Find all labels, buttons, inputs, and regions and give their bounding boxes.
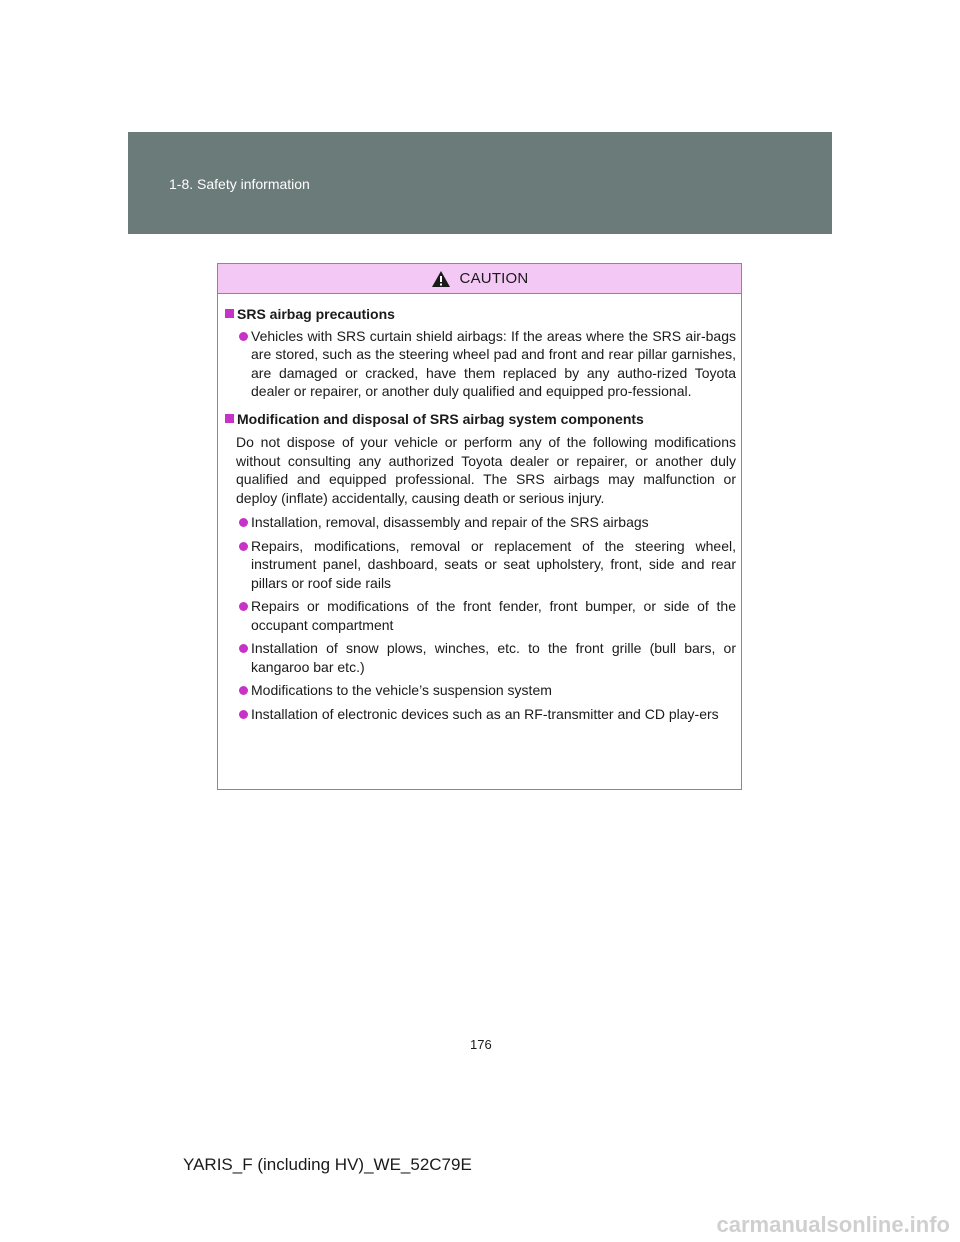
dot-bullet-icon [239,542,248,551]
list-item: Installation, removal, disassembly and repair of the SRS airbags [223,513,736,532]
square-bullet-icon [225,414,234,423]
manual-code: YARIS_F (including HV)_WE_52C79E [183,1155,472,1174]
caution-label: CAUTION [459,270,529,287]
square-bullet-icon [225,309,234,318]
heading-modification-disposal: Modification and disposal of SRS airbag system components [223,410,736,429]
dot-bullet-icon [239,644,248,653]
heading-srs-airbag-precautions: SRS airbag precautions [223,305,736,324]
site-watermark: carmanualsonline.info [716,1212,950,1237]
dot-bullet-icon [239,710,248,719]
section-title: 1-8. Safety information [169,176,310,192]
dot-bullet-icon [239,602,248,611]
warning-paragraph: Do not dispose of your vehicle or perform any of the following modifications without consulting any authorized Toyota dealer or repairer, or another duly qualified and equipped professional. The SRS airbags may malfunction or deploy (inflate) accidentally, causing death or serious injury. [236,434,736,506]
list-item: Vehicles with SRS curtain shield airbags: If the areas where the SRS air-bags are stored, such as the steering wheel pad and front and rear pillar garnishes, are damaged or cracked, have them replaced by any autho-rized Toyota dealer or repairer, or another duly qualified and equipped pro-fessional. [223,327,736,401]
caution-body [218,294,741,723]
list-item: Repairs, modifications, removal or replacement of the steering wheel, instrument panel, dashboard, seats or seat upholstery, front, side and rear pillars or roof side rails [223,537,736,593]
list-item: Repairs or modifications of the front fender, front bumper, or side of the occupant compartment [223,597,736,634]
caution-header [218,264,741,294]
list-item: Installation of snow plows, winches, etc. to the front grille (bull bars, or kangaroo bar etc.) [223,639,736,676]
dot-bullet-icon [239,518,248,527]
list-item: Modifications to the vehicle’s suspension system [223,681,736,700]
dot-bullet-icon [239,332,248,341]
page-number: 176 [470,1037,492,1052]
caution-box [217,263,742,790]
section-header-band [128,132,832,234]
dot-bullet-icon [239,686,248,695]
list-item: Installation of electronic devices such as an RF-transmitter and CD play-ers [223,705,736,724]
warning-triangle-icon [431,270,451,288]
